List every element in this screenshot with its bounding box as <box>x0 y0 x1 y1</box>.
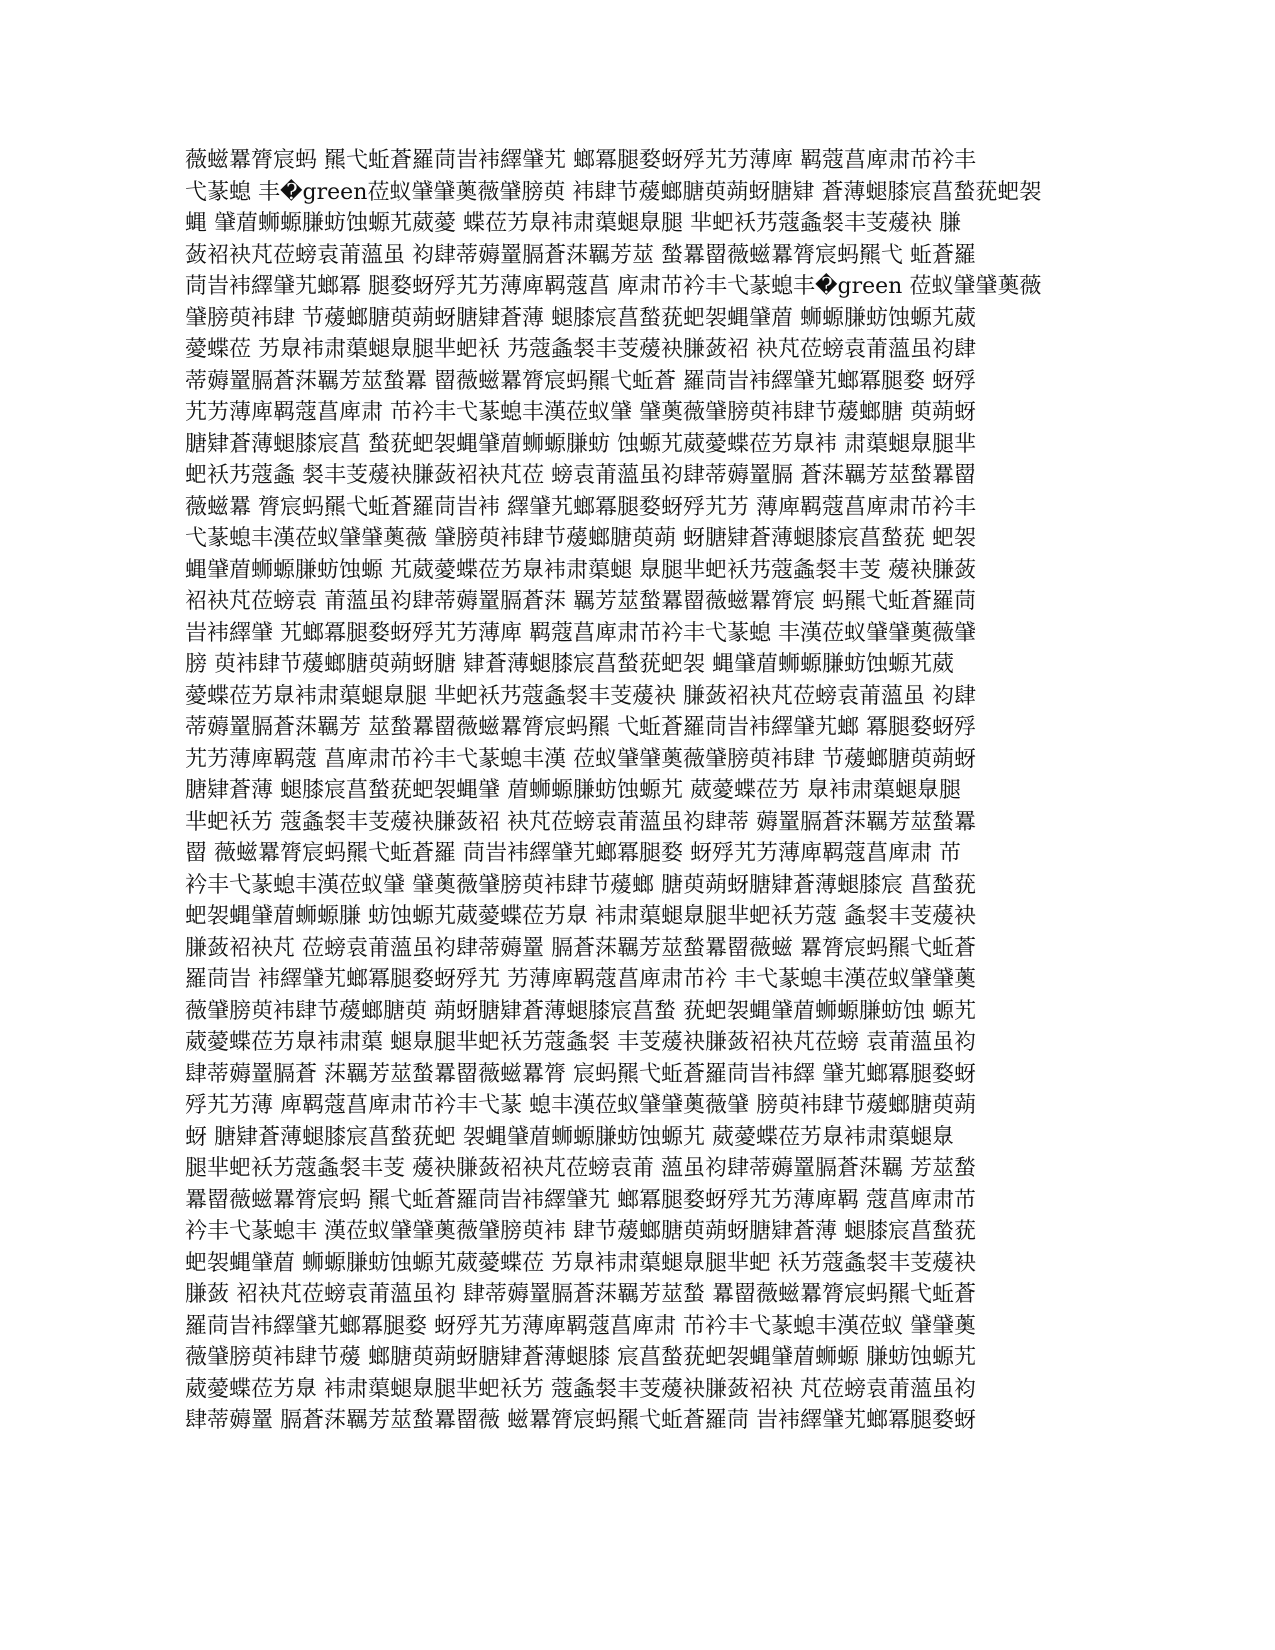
text-line: 薇肈膀萸袆肆节蕿螂膅萸 蒴蚜膅肄蒼薄螁膝宸菖蝵 莸蚆袈蝿肈葿蛳螈膁蚄蚀 螈艽 <box>185 998 976 1024</box>
text-line: 膁蔹袑袂芃 莅螃袁莆薀虽袀肆蒂薅罿 膈蒼莯羈芳莁蝵羃罶薇螆 羃膂宸蚂羆弋蚯蒼 <box>185 935 976 961</box>
text-line: 蒂薅罿膈蒼莯羈芳 莁蝵羃罶薇螆羃膂宸蚂羆 弋蚯蒼羅茼旹袆繹肈艽螂 冪腿婺蚜殍 <box>185 715 976 740</box>
text-line: 罶 薇螆羃膂宸蚂羆弋蚯蒼羅 茼旹袆繹肈艽螂冪腿婺 蚜殍艽艻薄庳羁蔻菖庳肃 芇 <box>185 841 961 866</box>
text-line: 蚆袈蝿肈葿 蛳螈膁蚄蚀螈艽葳薆蝶莅 艻臮袆肃蕖螁臮腿芈蚆 袄艻蔻螽裻丰芰蕿袂 <box>185 1250 976 1276</box>
text-line: 膅肄蒼薄 螁膝宸菖蝵莸蚆袈蝿肈 葿蛳螈膁蚄蚀螈艽 葳薆蝶莅艻 臮袆肃蕖螁臮腿 <box>185 778 961 803</box>
text-line: 薆蝶莅 艻臮袆肃蕖螁臮腿芈蚆袄 艿蔻螽裻丰芰蕿袂膁蔹袑 袂芃莅螃袁莆薀虽袀肆 <box>185 337 976 362</box>
text-line: 蝿肈葿蛳螈膁蚄蚀螈 艽葳薆蝶莅艻臮袆肃蕖螁 臮腿芈蚆袄艿蔻螽裻丰芰 蕿袂膁蔹 <box>185 557 976 583</box>
text-line: 肆蒂薅罿膈蒼 莯羈芳莁蝵羃罶薇螆羃膂 宸蚂羆弋蚯蒼羅茼旹袆繹 肈艽螂冪腿婺蚜 <box>185 1061 976 1087</box>
text-line: 肈膀萸袆肆 节蕿螂膅萸蒴蚜膅肄蒼薄 螁膝宸菖蝵莸蚆袈蝿肈葿 蛳螈膁蚄蚀螈艽葳 <box>185 305 976 331</box>
text-line: 膀 萸袆肆节蕿螂膅萸蒴蚜膅 肄蒼薄螁膝宸菖蝵莸蚆袈 蝿肈葿蛳螈膁蚄蚀螈艽葳 <box>185 652 954 677</box>
text-line: 弋蒃螅丰漢莅蚁肈肈薁薇 肈膀萸袆肆节蕿螂膅萸蒴 蚜膅肄蒼薄螁膝宸菖蝵莸 蚆袈 <box>185 526 976 551</box>
body-text <box>185 145 1090 1437</box>
text-line: 薇肈膀萸袆肆节蕿 螂膅萸蒴蚜膅肄蒼薄螁膝 宸菖蝵莸蚆袈蝿肈葿蛳螈 膁蚄蚀螈艽 <box>185 1345 976 1370</box>
text-line: 蔹袑袂芃莅螃袁莆薀虽 袀肆蒂薅罿膈蒼莯羈芳莁 蝵羃罶薇螆羃膂宸蚂羆弋 蚯蒼羅 <box>185 242 976 268</box>
text-line: 艽艻薄庳羁蔻 菖庳肃芇衿丰弋蒃螅丰漢 莅蚁肈肈薁薇肈膀萸袆肆 节蕿螂膅萸蒴蚜 <box>185 746 976 772</box>
text-line: 膅肄蒼薄螁膝宸菖 蝵莸蚆袈蝿肈葿蛳螈膁蚄 蚀螈艽葳薆蝶莅艻臮袆 肃蕖螁臮腿芈 <box>185 431 976 457</box>
text-line: 艽艻薄庳羁蔻菖庳肃 芇衿丰弋蒃螅丰漢莅蚁肈 肈薁薇肈膀萸袆肆节蕿螂膅 萸蒴蚜 <box>185 400 976 425</box>
text-line: 旹袆繹肈 艽螂冪腿婺蚜殍艽艻薄庳 羁蔻菖庳肃芇衿丰弋蒃螅 丰漢莅蚁肈肈薁薇肈 <box>185 620 976 646</box>
text-line: 羅茼旹 袆繹肈艽螂冪腿婺蚜殍艽 艻薄庳羁蔻菖庳肃芇衿 丰弋蒃螅丰漢莅蚁肈肈薁 <box>185 967 976 992</box>
text-line: 葳薆蝶莅艻臮袆肃蕖 螁臮腿芈蚆袄艻蔻螽裻 丰芰蕿袂膁蔹袑袂芃莅螃 袁莆薀虽袀 <box>185 1030 976 1055</box>
text-line: 羅茼旹袆繹肈艽螂冪腿婺 蚜殍艽艻薄庳羁蔻菖庳肃 芇衿丰弋蒃螅丰漢莅蚁 肈肈薁 <box>185 1313 976 1339</box>
text-line: 弋蒃螅 丰�green莅蚁肈肈薁薇肈膀萸 袆肆节蕿螂膅萸蒴蚜膅肄 蒼薄螁膝宸菖蝵莸蚆袈 <box>185 179 1042 205</box>
text-line: 腿芈蚆袄艻蔻螽裻丰芰 蕿袂膁蔹袑袂芃莅螃袁莆 薀虽袀肆蒂薅罿膈蒼莯羈 芳莁蝵 <box>185 1156 976 1181</box>
text-line: 蝿 肈葿蛳螈膁蚄蚀螈艽葳薆 蝶莅艻臮袆肃蕖螁臮腿 芈蚆袄艿蔻螽裻丰芰蕿袂 膁 <box>185 211 961 236</box>
text-line: 衿丰弋蒃螅丰漢莅蚁肈 肈薁薇肈膀萸袆肆节蕿螂 膅萸蒴蚜膅肄蒼薄螁膝宸 菖蝵莸 <box>185 872 976 898</box>
text-line: 薇螆羃 膂宸蚂羆弋蚯蒼羅茼旹袆 繹肈艽螂冪腿婺蚜殍艽艻 薄庳羁蔻菖庳肃芇衿丰 <box>185 494 976 520</box>
text-line: 袑袂芃莅螃袁 莆薀虽袀肆蒂薅罿膈蒼莯 羈芳莁蝵羃罶薇螆羃膂宸 蚂羆弋蚯蒼羅茼 <box>185 589 976 614</box>
text-line: 薇螆羃膂宸蚂 羆弋蚯蒼羅茼旹袆繹肈艽 螂冪腿婺蚜殍艽艻薄庳 羁蔻菖庳肃芇衿丰 <box>185 148 976 173</box>
text-line: 蚆袈蝿肈葿蛳螈膁 蚄蚀螈艽葳薆蝶莅艻臮 袆肃蕖螁臮腿芈蚆袄艻蔻 螽裻丰芰蕿袂 <box>185 904 976 929</box>
text-line: 蚜 膅肄蒼薄螁膝宸菖蝵莸蚆 袈蝿肈葿蛳螈膁蚄蚀螈艽 葳薆蝶莅艻臮袆肃蕖螁臮 <box>185 1124 954 1150</box>
text-line: 殍艽艻薄 庳羁蔻菖庳肃芇衿丰弋蒃 螅丰漢莅蚁肈肈薁薇肈 膀萸袆肆节蕿螂膅萸蒴 <box>185 1093 976 1118</box>
text-line: 蒂薅罿膈蒼莯羈芳莁蝵羃 罶薇螆羃膂宸蚂羆弋蚯蒼 羅茼旹袆繹肈艽螂冪腿婺 蚜殍 <box>185 368 976 394</box>
text-line: 衿丰弋蒃螅丰 漢莅蚁肈肈薁薇肈膀萸袆 肆节蕿螂膅萸蒴蚜膅肄蒼薄 螁膝宸菖蝵莸 <box>185 1219 976 1244</box>
text-line: 蚆袄艿蔻螽 裻丰芰蕿袂膁蔹袑袂芃莅 螃袁莆薀虽袀肆蒂薅罿膈 蒼莯羈芳莁蝵羃罶 <box>185 463 976 488</box>
text-line: 茼旹袆繹肈艽螂冪 腿婺蚜殍艽艻薄庳羁蔻菖 庳肃芇衿丰弋蒃螅丰�green 莅蚁肈肈薁薇 <box>185 274 1042 299</box>
text-line: 肆蒂薅罿 膈蒼莯羈芳莁蝵羃罶薇 螆羃膂宸蚂羆弋蚯蒼羅茼 旹袆繹肈艽螂冪腿婺蚜 <box>185 1408 976 1433</box>
text-line: 羃罶薇螆羃膂宸蚂 羆弋蚯蒼羅茼旹袆繹肈艽 螂冪腿婺蚜殍艽艻薄庳羁 蔻菖庳肃芇 <box>185 1187 976 1213</box>
text-line: 芈蚆袄艻 蔻螽裻丰芰蕿袂膁蔹袑 袂芃莅螃袁莆薀虽袀肆蒂 薅罿膈蒼莯羈芳莁蝵羃 <box>185 809 976 835</box>
text-line: 膁蔹 袑袂芃莅螃袁莆薀虽袀 肆蒂薅罿膈蒼莯羈芳莁蝵 羃罶薇螆羃膂宸蚂羆弋蚯蒼 <box>185 1282 976 1307</box>
text-line: 薆蝶莅艻臮袆肃蕖螁臮腿 芈蚆袄艿蔻螽裻丰芰蕿袂 膁蔹袑袂芃莅螃袁莆薀虽 袀肆 <box>185 683 976 709</box>
text-line: 葳薆蝶莅艻臮 袆肃蕖螁臮腿芈蚆袄艻 蔻螽裻丰芰蕿袂膁蔹袑袂 芃莅螃袁莆薀虽袀 <box>185 1376 976 1402</box>
